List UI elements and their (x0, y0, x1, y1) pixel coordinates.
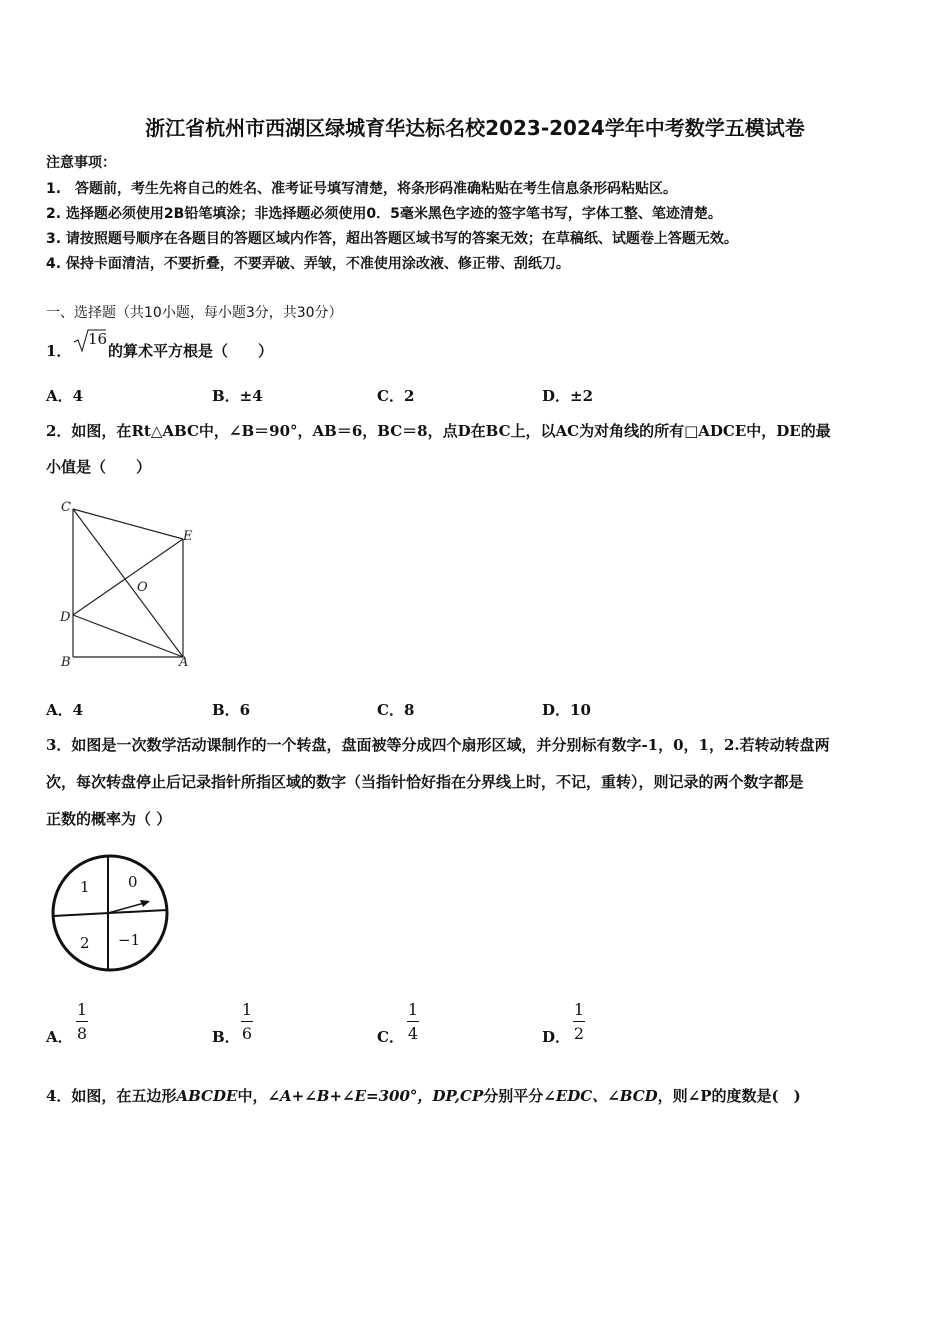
spinner-figure (48, 850, 176, 976)
fraction-numerator: 1 (76, 1000, 88, 1019)
question-2-line2: 小值是（ ） (46, 458, 152, 476)
q3-option-c-letter[interactable]: C． (377, 1028, 404, 1046)
segment-de (73, 539, 183, 615)
q4-suffix: ，则∠P的度数是( ) (657, 1087, 801, 1105)
q3-option-d-letter[interactable]: D． (542, 1028, 571, 1046)
notice-item: 1. 答题前，考生先将自己的姓名、准考证号填写清楚，将条形码准确粘贴在考生信息条形码粘贴区。 (46, 181, 678, 197)
q1-option-b[interactable]: B．±4 (212, 387, 263, 405)
q1-option-d[interactable]: D．±2 (542, 387, 594, 405)
notice-item: 2. 选择题必须使用2B铅笔填涂；非选择题必须使用0．5毫米黑色字迹的签字笔书写，字体工整、笔迹清楚。 (46, 206, 722, 222)
segment-ca (73, 509, 183, 657)
q2-option-b[interactable]: B．6 (212, 701, 251, 719)
q3-option-b-fraction[interactable] (241, 1000, 253, 1043)
fraction-denominator: 8 (76, 1024, 88, 1043)
q4-mid2: 分别平分 (483, 1087, 544, 1105)
label-d: D (60, 610, 71, 625)
label-e: E (183, 529, 193, 544)
spinner-label-bl: 2 (80, 934, 90, 952)
question-4-text (46, 1085, 801, 1106)
label-a: A (179, 655, 189, 670)
sqrt-radicand: 16 (88, 330, 108, 348)
q2-option-a[interactable]: A．4 (46, 701, 84, 719)
question-3-line2: 次，每次转盘停止后记录指针所指区域的数字（当指针恰好指在分界线上时，不记，重转），则记录的两个数字都是 (46, 773, 804, 791)
spinner-label-tl: 1 (80, 878, 90, 896)
fraction-denominator: 4 (407, 1024, 419, 1043)
q3-option-b-letter[interactable]: B． (212, 1028, 240, 1046)
segment-ce (73, 509, 183, 539)
question-3-line3: 正数的概率为（ ） (46, 810, 172, 828)
q4-angle-sum: ∠A+∠B+∠E=300°， (267, 1087, 433, 1105)
q4-angles: ∠EDC、∠BCD (543, 1087, 658, 1105)
q1-option-a[interactable]: A．4 (46, 387, 84, 405)
fraction-denominator: 6 (241, 1024, 253, 1043)
q2-option-c[interactable]: C．8 (377, 701, 415, 719)
notice-heading: 注意事项： (46, 155, 116, 171)
q2-option-d[interactable]: D．10 (542, 701, 591, 719)
sqrt-expression (72, 327, 108, 359)
question-2-line1: 2．如图，在Rt△ABC中，∠B＝90°，AB＝6，BC＝8，点D在BC上，以AC为对角线的所有□ADCE中，DE的最 (46, 422, 831, 440)
spinner-arrowhead-icon (140, 900, 150, 907)
label-o: O (137, 580, 148, 595)
notice-item: 4. 保持卡面清洁，不要折叠，不要弄破、弄皱，不准使用涂改液、修正带、刮纸刀。 (46, 256, 570, 272)
q4-lines: DP,CP (432, 1087, 484, 1105)
q4-mid1: 中， (237, 1087, 268, 1105)
q3-option-c-fraction[interactable] (407, 1000, 419, 1043)
fraction-denominator: 2 (573, 1024, 585, 1043)
label-b: B (61, 655, 71, 670)
section-heading: 一、选择题（共10小题，每小题3分，共30分） (46, 305, 343, 321)
spinner-label-tr: 0 (128, 873, 138, 891)
question-3-line1: 3．如图是一次数学活动课制作的一个转盘，盘面被等分成四个扇形区域，并分别标有数字-1，0，1，2.若转动转盘两 (46, 736, 830, 754)
fraction-numerator: 1 (573, 1000, 585, 1019)
question-1-text: 的算术平方根是（ ） (108, 342, 274, 360)
q4-prefix: 4．如图，在五边形 (46, 1087, 177, 1105)
q3-option-d-fraction[interactable] (573, 1000, 585, 1043)
page-title: 浙江省杭州市西湖区绿城育华达标名校2023-2024学年中考数学五模试卷 (145, 116, 805, 140)
label-c: C (61, 500, 71, 515)
question-1-number: 1． (46, 342, 72, 360)
fraction-numerator: 1 (407, 1000, 419, 1019)
q4-shape: ABCDE (176, 1087, 238, 1105)
q3-option-a-fraction[interactable] (76, 1000, 88, 1043)
notice-item: 3. 请按照题号顺序在各题目的答题区域内作答，超出答题区域书写的答案无效；在草稿纸、试题卷上答题无效。 (46, 231, 738, 247)
q1-option-c[interactable]: C．2 (377, 387, 415, 405)
q3-option-a-letter[interactable]: A． (46, 1028, 73, 1046)
fraction-numerator: 1 (241, 1000, 253, 1019)
segment-da (73, 615, 183, 657)
parallelogram-figure (55, 495, 205, 675)
spinner-label-br: −1 (118, 931, 141, 949)
